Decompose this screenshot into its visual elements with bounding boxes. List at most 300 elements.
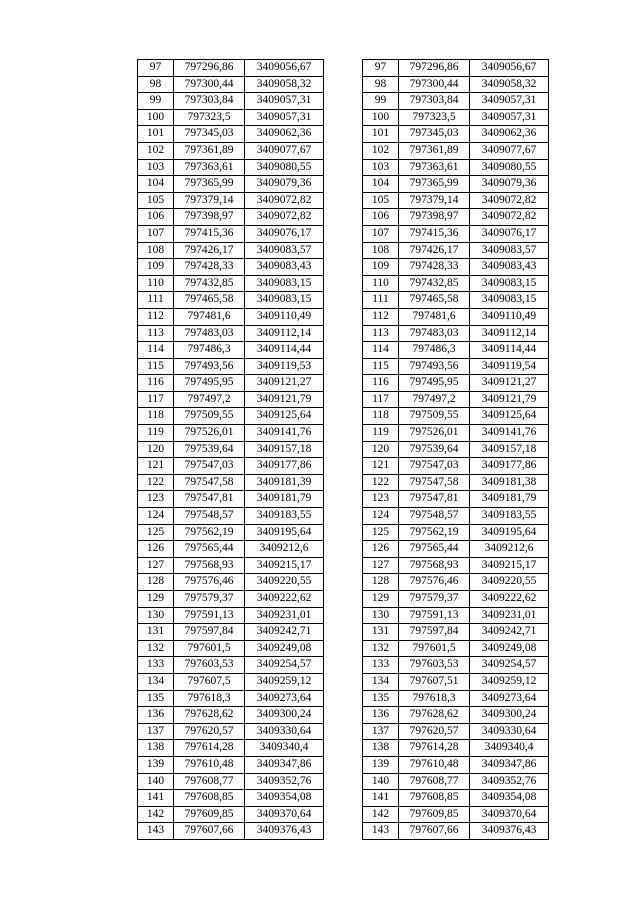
point-number-cell: 109	[138, 259, 174, 276]
y-coordinate-cell: 3409057,31	[245, 109, 324, 126]
table-row	[363, 225, 549, 242]
x-coordinate-cell: 797495,95	[174, 375, 245, 392]
table-row	[138, 325, 324, 342]
point-number-cell: 115	[138, 358, 174, 375]
table-row	[363, 142, 549, 159]
point-number-cell: 101	[138, 126, 174, 143]
table-row	[138, 806, 324, 823]
point-number-cell: 125	[363, 524, 399, 541]
table-row	[363, 192, 549, 209]
y-coordinate-cell: 3409212,6	[245, 541, 324, 558]
y-coordinate-cell: 3409119,54	[470, 358, 549, 375]
y-coordinate-cell: 3409195,64	[245, 524, 324, 541]
y-coordinate-cell: 3409157,18	[470, 441, 549, 458]
table-row	[138, 707, 324, 724]
point-number-cell: 98	[138, 76, 174, 93]
point-number-cell: 125	[138, 524, 174, 541]
point-number-cell: 123	[363, 491, 399, 508]
y-coordinate-cell: 3409183,55	[245, 508, 324, 525]
x-coordinate-cell: 797497,2	[399, 391, 470, 408]
x-coordinate-cell: 797493,56	[174, 358, 245, 375]
point-number-cell: 130	[363, 607, 399, 624]
y-coordinate-cell: 3409072,82	[470, 209, 549, 226]
x-coordinate-cell: 797303,84	[174, 93, 245, 110]
y-coordinate-cell: 3409057,31	[470, 93, 549, 110]
y-coordinate-cell: 3409072,82	[245, 192, 324, 209]
x-coordinate-cell: 797398,97	[399, 209, 470, 226]
y-coordinate-cell: 3409222,62	[245, 591, 324, 608]
x-coordinate-cell: 797365,99	[174, 176, 245, 193]
x-coordinate-cell: 797562,19	[399, 524, 470, 541]
x-coordinate-cell: 797562,19	[174, 524, 245, 541]
y-coordinate-cell: 3409177,86	[245, 458, 324, 475]
table-row	[363, 607, 549, 624]
x-coordinate-cell: 797547,81	[399, 491, 470, 508]
x-coordinate-cell: 797607,66	[174, 823, 245, 840]
point-number-cell: 126	[138, 541, 174, 558]
table-row	[363, 441, 549, 458]
x-coordinate-cell: 797465,58	[174, 292, 245, 309]
y-coordinate-cell: 3409330,64	[245, 723, 324, 740]
table-row	[363, 524, 549, 541]
x-coordinate-cell: 797608,85	[399, 790, 470, 807]
y-coordinate-cell: 3409083,57	[470, 242, 549, 259]
y-coordinate-cell: 3409112,14	[245, 325, 324, 342]
y-coordinate-cell: 3409077,67	[245, 142, 324, 159]
table-row	[363, 624, 549, 641]
y-coordinate-cell: 3409121,27	[245, 375, 324, 392]
table-row	[138, 142, 324, 159]
y-coordinate-cell: 3409340,4	[245, 740, 324, 757]
point-number-cell: 123	[138, 491, 174, 508]
table-body	[138, 60, 324, 840]
table-row	[138, 508, 324, 525]
y-coordinate-cell: 3409222,62	[470, 591, 549, 608]
x-coordinate-cell: 797614,28	[399, 740, 470, 757]
table-row	[363, 292, 549, 309]
point-number-cell: 113	[138, 325, 174, 342]
point-number-cell: 137	[363, 723, 399, 740]
point-number-cell: 121	[363, 458, 399, 475]
point-number-cell: 114	[138, 342, 174, 359]
table-row	[363, 557, 549, 574]
point-number-cell: 102	[138, 142, 174, 159]
x-coordinate-cell: 797597,84	[174, 624, 245, 641]
x-coordinate-cell: 797607,51	[399, 673, 470, 690]
x-coordinate-cell: 797465,58	[399, 292, 470, 309]
table-row	[363, 723, 549, 740]
y-coordinate-cell: 3409121,79	[245, 391, 324, 408]
table-row	[138, 242, 324, 259]
y-coordinate-cell: 3409181,38	[470, 474, 549, 491]
table-row	[138, 491, 324, 508]
table-row	[138, 259, 324, 276]
y-coordinate-cell: 3409249,08	[245, 640, 324, 657]
point-number-cell: 120	[363, 441, 399, 458]
table-row	[138, 358, 324, 375]
point-number-cell: 139	[363, 756, 399, 773]
x-coordinate-cell: 797548,57	[399, 508, 470, 525]
table-row	[363, 823, 549, 840]
table-row	[363, 640, 549, 657]
point-number-cell: 116	[363, 375, 399, 392]
y-coordinate-cell: 3409273,64	[470, 690, 549, 707]
y-coordinate-cell: 3409076,17	[470, 225, 549, 242]
y-coordinate-cell: 3409121,27	[470, 375, 549, 392]
y-coordinate-cell: 3409212,6	[470, 541, 549, 558]
y-coordinate-cell: 3409215,17	[470, 557, 549, 574]
point-number-cell: 141	[138, 790, 174, 807]
table-row	[363, 474, 549, 491]
y-coordinate-cell: 3409354,08	[470, 790, 549, 807]
x-coordinate-cell: 797509,55	[174, 408, 245, 425]
point-number-cell: 100	[363, 109, 399, 126]
table-row	[363, 176, 549, 193]
y-coordinate-cell: 3409220,55	[245, 574, 324, 591]
y-coordinate-cell: 3409058,32	[245, 76, 324, 93]
table-row	[363, 375, 549, 392]
x-coordinate-cell: 797603,53	[174, 657, 245, 674]
point-number-cell: 103	[363, 159, 399, 176]
x-coordinate-cell: 797628,62	[174, 707, 245, 724]
y-coordinate-cell: 3409083,43	[245, 259, 324, 276]
table-row	[138, 308, 324, 325]
table-row	[138, 524, 324, 541]
table-row	[363, 740, 549, 757]
x-coordinate-cell: 797614,28	[174, 740, 245, 757]
y-coordinate-cell: 3409259,12	[245, 673, 324, 690]
x-coordinate-cell: 797526,01	[399, 425, 470, 442]
x-coordinate-cell: 797628,62	[399, 707, 470, 724]
x-coordinate-cell: 797495,95	[399, 375, 470, 392]
point-number-cell: 124	[363, 508, 399, 525]
x-coordinate-cell: 797607,5	[174, 673, 245, 690]
y-coordinate-cell: 3409079,36	[470, 176, 549, 193]
table-row	[363, 76, 549, 93]
point-number-cell: 133	[363, 657, 399, 674]
table-row	[138, 640, 324, 657]
point-number-cell: 108	[138, 242, 174, 259]
point-number-cell: 135	[363, 690, 399, 707]
coordinates-table-right	[362, 59, 549, 840]
x-coordinate-cell: 797539,64	[399, 441, 470, 458]
y-coordinate-cell: 3409195,64	[470, 524, 549, 541]
x-coordinate-cell: 797547,81	[174, 491, 245, 508]
y-coordinate-cell: 3409083,15	[245, 275, 324, 292]
x-coordinate-cell: 797323,5	[399, 109, 470, 126]
point-number-cell: 140	[138, 773, 174, 790]
y-coordinate-cell: 3409340,4	[470, 740, 549, 757]
point-number-cell: 141	[363, 790, 399, 807]
table-row	[138, 624, 324, 641]
x-coordinate-cell: 797547,03	[399, 458, 470, 475]
table-row	[138, 408, 324, 425]
x-coordinate-cell: 797300,44	[399, 76, 470, 93]
point-number-cell: 122	[138, 474, 174, 491]
point-number-cell: 98	[363, 76, 399, 93]
point-number-cell: 130	[138, 607, 174, 624]
x-coordinate-cell: 797483,03	[399, 325, 470, 342]
table-row	[138, 474, 324, 491]
x-coordinate-cell: 797345,03	[174, 126, 245, 143]
point-number-cell: 114	[363, 342, 399, 359]
x-coordinate-cell: 797618,3	[174, 690, 245, 707]
x-coordinate-cell: 797365,99	[399, 176, 470, 193]
table-row	[138, 723, 324, 740]
y-coordinate-cell: 3409072,82	[470, 192, 549, 209]
y-coordinate-cell: 3409125,64	[245, 408, 324, 425]
x-coordinate-cell: 797296,86	[399, 60, 470, 77]
point-number-cell: 143	[138, 823, 174, 840]
point-number-cell: 138	[363, 740, 399, 757]
table-row	[138, 425, 324, 442]
point-number-cell: 136	[138, 707, 174, 724]
point-number-cell: 99	[363, 93, 399, 110]
point-number-cell: 111	[138, 292, 174, 309]
table-row	[363, 209, 549, 226]
x-coordinate-cell: 797591,13	[399, 607, 470, 624]
table-row	[363, 707, 549, 724]
point-number-cell: 137	[138, 723, 174, 740]
point-number-cell: 107	[138, 225, 174, 242]
x-coordinate-cell: 797486,3	[399, 342, 470, 359]
point-number-cell: 100	[138, 109, 174, 126]
point-number-cell: 102	[363, 142, 399, 159]
x-coordinate-cell: 797296,86	[174, 60, 245, 77]
y-coordinate-cell: 3409259,12	[470, 673, 549, 690]
point-number-cell: 106	[138, 209, 174, 226]
table-row	[363, 574, 549, 591]
table-row	[363, 806, 549, 823]
table-row	[138, 574, 324, 591]
y-coordinate-cell: 3409352,76	[245, 773, 324, 790]
x-coordinate-cell: 797303,84	[399, 93, 470, 110]
y-coordinate-cell: 3409273,64	[245, 690, 324, 707]
x-coordinate-cell: 797547,58	[399, 474, 470, 491]
table-row	[138, 823, 324, 840]
y-coordinate-cell: 3409254,57	[470, 657, 549, 674]
table-row	[138, 657, 324, 674]
point-number-cell: 133	[138, 657, 174, 674]
table-row	[363, 491, 549, 508]
y-coordinate-cell: 3409242,71	[245, 624, 324, 641]
point-number-cell: 135	[138, 690, 174, 707]
table-row	[363, 508, 549, 525]
x-coordinate-cell: 797426,17	[174, 242, 245, 259]
table-row	[363, 591, 549, 608]
y-coordinate-cell: 3409110,49	[470, 308, 549, 325]
y-coordinate-cell: 3409181,39	[245, 474, 324, 491]
y-coordinate-cell: 3409062,36	[470, 126, 549, 143]
x-coordinate-cell: 797610,48	[399, 756, 470, 773]
y-coordinate-cell: 3409157,18	[245, 441, 324, 458]
table-row	[363, 259, 549, 276]
x-coordinate-cell: 797379,14	[174, 192, 245, 209]
y-coordinate-cell: 3409080,55	[245, 159, 324, 176]
point-number-cell: 111	[363, 292, 399, 309]
point-number-cell: 124	[138, 508, 174, 525]
x-coordinate-cell: 797608,85	[174, 790, 245, 807]
point-number-cell: 129	[138, 591, 174, 608]
table-row	[363, 541, 549, 558]
x-coordinate-cell: 797526,01	[174, 425, 245, 442]
point-number-cell: 138	[138, 740, 174, 757]
point-number-cell: 117	[138, 391, 174, 408]
x-coordinate-cell: 797609,85	[174, 806, 245, 823]
y-coordinate-cell: 3409370,64	[470, 806, 549, 823]
y-coordinate-cell: 3409110,49	[245, 308, 324, 325]
x-coordinate-cell: 797603,53	[399, 657, 470, 674]
table-row	[138, 209, 324, 226]
table-row	[138, 740, 324, 757]
y-coordinate-cell: 3409083,15	[470, 292, 549, 309]
point-number-cell: 105	[138, 192, 174, 209]
point-number-cell: 97	[138, 60, 174, 77]
y-coordinate-cell: 3409300,24	[470, 707, 549, 724]
x-coordinate-cell: 797428,33	[174, 259, 245, 276]
x-coordinate-cell: 797363,61	[174, 159, 245, 176]
table-row	[363, 60, 549, 77]
point-number-cell: 108	[363, 242, 399, 259]
x-coordinate-cell: 797568,93	[174, 557, 245, 574]
y-coordinate-cell: 3409352,76	[470, 773, 549, 790]
table-row	[138, 541, 324, 558]
x-coordinate-cell: 797497,2	[174, 391, 245, 408]
y-coordinate-cell: 3409300,24	[245, 707, 324, 724]
point-number-cell: 128	[363, 574, 399, 591]
table-body	[363, 60, 549, 840]
y-coordinate-cell: 3409076,17	[245, 225, 324, 242]
table-row	[363, 342, 549, 359]
x-coordinate-cell: 797620,57	[399, 723, 470, 740]
x-coordinate-cell: 797597,84	[399, 624, 470, 641]
table-row	[138, 790, 324, 807]
y-coordinate-cell: 3409347,86	[245, 756, 324, 773]
table-row	[363, 657, 549, 674]
table-row	[138, 773, 324, 790]
x-coordinate-cell: 797361,89	[399, 142, 470, 159]
x-coordinate-cell: 797579,37	[399, 591, 470, 608]
x-coordinate-cell: 797493,56	[399, 358, 470, 375]
y-coordinate-cell: 3409112,14	[470, 325, 549, 342]
table-row	[138, 93, 324, 110]
point-number-cell: 112	[138, 308, 174, 325]
point-number-cell: 109	[363, 259, 399, 276]
table-row	[363, 159, 549, 176]
point-number-cell: 127	[363, 557, 399, 574]
point-number-cell: 115	[363, 358, 399, 375]
point-number-cell: 104	[363, 176, 399, 193]
y-coordinate-cell: 3409114,44	[245, 342, 324, 359]
y-coordinate-cell: 3409056,67	[245, 60, 324, 77]
y-coordinate-cell: 3409141,76	[245, 425, 324, 442]
x-coordinate-cell: 797432,85	[399, 275, 470, 292]
x-coordinate-cell: 797601,5	[174, 640, 245, 657]
x-coordinate-cell: 797483,03	[174, 325, 245, 342]
point-number-cell: 110	[363, 275, 399, 292]
table-row	[138, 673, 324, 690]
y-coordinate-cell: 3409057,31	[470, 109, 549, 126]
y-coordinate-cell: 3409347,86	[470, 756, 549, 773]
table-row	[363, 408, 549, 425]
x-coordinate-cell: 797486,3	[174, 342, 245, 359]
y-coordinate-cell: 3409079,36	[245, 176, 324, 193]
table-row	[138, 275, 324, 292]
table-row	[138, 192, 324, 209]
table-row	[363, 690, 549, 707]
y-coordinate-cell: 3409177,86	[470, 458, 549, 475]
table-row	[363, 109, 549, 126]
point-number-cell: 132	[363, 640, 399, 657]
table-row	[138, 375, 324, 392]
point-number-cell: 101	[363, 126, 399, 143]
point-number-cell: 142	[138, 806, 174, 823]
point-number-cell: 127	[138, 557, 174, 574]
x-coordinate-cell: 797576,46	[399, 574, 470, 591]
x-coordinate-cell: 797591,13	[174, 607, 245, 624]
y-coordinate-cell: 3409376,43	[470, 823, 549, 840]
y-coordinate-cell: 3409220,55	[470, 574, 549, 591]
x-coordinate-cell: 797547,03	[174, 458, 245, 475]
point-number-cell: 118	[138, 408, 174, 425]
table-row	[138, 591, 324, 608]
y-coordinate-cell: 3409125,64	[470, 408, 549, 425]
x-coordinate-cell: 797618,3	[399, 690, 470, 707]
point-number-cell: 112	[363, 308, 399, 325]
point-number-cell: 103	[138, 159, 174, 176]
y-coordinate-cell: 3409183,55	[470, 508, 549, 525]
y-coordinate-cell: 3409057,31	[245, 93, 324, 110]
x-coordinate-cell: 797548,57	[174, 508, 245, 525]
x-coordinate-cell: 797568,93	[399, 557, 470, 574]
point-number-cell: 97	[363, 60, 399, 77]
y-coordinate-cell: 3409083,43	[470, 259, 549, 276]
table-row	[138, 109, 324, 126]
x-coordinate-cell: 797608,77	[174, 773, 245, 790]
y-coordinate-cell: 3409062,36	[245, 126, 324, 143]
y-coordinate-cell: 3409181,79	[245, 491, 324, 508]
y-coordinate-cell: 3409080,55	[470, 159, 549, 176]
table-row	[138, 225, 324, 242]
x-coordinate-cell: 797398,97	[174, 209, 245, 226]
y-coordinate-cell: 3409058,32	[470, 76, 549, 93]
y-coordinate-cell: 3409249,08	[470, 640, 549, 657]
point-number-cell: 106	[363, 209, 399, 226]
point-number-cell: 119	[363, 425, 399, 442]
x-coordinate-cell: 797300,44	[174, 76, 245, 93]
table-row	[363, 790, 549, 807]
table-row	[363, 673, 549, 690]
table-row	[138, 607, 324, 624]
point-number-cell: 107	[363, 225, 399, 242]
x-coordinate-cell: 797576,46	[174, 574, 245, 591]
y-coordinate-cell: 3409083,15	[245, 292, 324, 309]
point-number-cell: 143	[363, 823, 399, 840]
point-number-cell: 118	[363, 408, 399, 425]
table-row	[363, 275, 549, 292]
point-number-cell: 142	[363, 806, 399, 823]
y-coordinate-cell: 3409121,79	[470, 391, 549, 408]
y-coordinate-cell: 3409056,67	[470, 60, 549, 77]
x-coordinate-cell: 797361,89	[174, 142, 245, 159]
y-coordinate-cell: 3409083,15	[470, 275, 549, 292]
table-row	[138, 342, 324, 359]
x-coordinate-cell: 797601,5	[399, 640, 470, 657]
y-coordinate-cell: 3409114,44	[470, 342, 549, 359]
point-number-cell: 116	[138, 375, 174, 392]
point-number-cell: 99	[138, 93, 174, 110]
table-row	[138, 292, 324, 309]
